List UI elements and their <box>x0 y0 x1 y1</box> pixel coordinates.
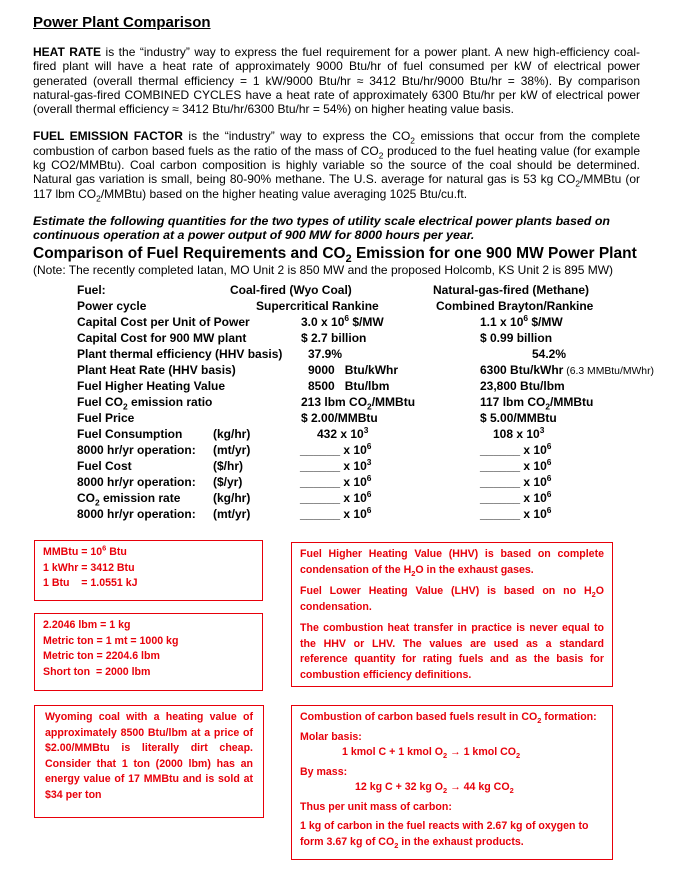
table-row: 8000 hr/yr operation: (mt/yr) ______ x $10^6$ ______ x $10^6$ <box>77 505 552 521</box>
table-row: Power cycle Supercritical Rankine Combined Brayton/Rankine <box>77 299 594 313</box>
table-row: Capital Cost for 900 MW plant $ 2.7 billion $ 0.99 billion <box>77 331 553 345</box>
mass-conversion-box: 2.2046 lbm = 1 kg Metric ton = 1 mt = 1000 kg Metric ton = 2204.6 lbm Short ton = 2000 lbm <box>34 613 263 691</box>
comparison-heading: Comparison of Fuel Requirements and $CO_2$ Emission for one 900 MW Power Plant <box>33 244 637 265</box>
plant-note: (Note: The recently completed Iatan, MO Unit 2 is 850 MW and the proposed Holcomb, KS Unit 2 is 895 MW) <box>33 262 614 277</box>
table-row: Fuel $CO_2$ emission ratio 213 lbm $CO_2$/MMBtu 117 lbm $CO_2$/MMBtu <box>77 395 594 412</box>
combustion-box: Combustion of carbon based fuels result in $CO_2$ formation: Molar basis: 1 kmol C + 1 kmol $O_2 \to 1$ kmol $CO_2$ By mass: 12 kg C + 32 kg $O_2 \to 44$ kg $CO_2$ Thus per unit mass of carbon: 1 kg of carbon in the fuel reacts with 2.67 kg of oxygen to form 3.67 kg of $CO_2$ in the exhaust products. <box>291 705 613 860</box>
emission-factor-paragraph: FUEL EMISSION FACTOR is the “industry” way to express the $CO_2$ emissions that occur from the complete combustion of carbon based fuels as the ratio of the mass of $CO_2$ produced to the fuel heating value (for example kg CO2/MMBtu). Coal carbon composition is highly variable so the source of the coal should be determined. Natural gas variation is small, being 80-90% methane. The U.S. average for natural gas is 53 kg $CO_2$/MMBtu (or 117 lbm $CO_2/MMBtu$) based on the higher heating value averaging 1025 Btu/cu.ft. <box>33 129 641 204</box>
table-row: Capital Cost per Unit of Power 3.0 x $10^6$ $/MW 1.1 x $10^6$ $/MW <box>77 313 563 329</box>
page-title: Power Plant Comparison <box>33 14 211 31</box>
table-row: Fuel Cost ($/hr) ______ x $10^3$ ______ x $10^6$ <box>77 457 552 473</box>
document-page <box>33 14 640 283</box>
wyoming-coal-box: Wyoming coal with a heating value of approximately 8500 Btu/lbm at a price of $2.00/MMBtu is literally dirt cheap. Consider that 1 ton (2000 lbm) has an energy value of 17 MMBtu and is sold at $34 per ton <box>34 705 264 818</box>
heat-rate-paragraph: HEAT RATE is the “industry” way to express the fuel requirement for a power plant. A new high-efficiency coal-fired plant will have a heat rate of approximately 9000 Btu/hr of fuel consumed per kW of electrical power generated (overall thermal efficiency = 1 kW/9000 Btu/hr ≈ 3412 Btu/hr/9000 Btu/hr = 38%). By comparison natural-gas-fired COMBINED CYCLES have a heat rate of approximately 6300 Btu/hr per kW of electrical power (overall thermal efficiency ≈ 3412 Btu/hr/6300 Btu/hr = 54%) on higher heating value basis. <box>33 45 640 117</box>
table-row: Fuel Price $ 2.00/MMBtu $ 5.00/MMBtu <box>77 411 557 425</box>
emission-factor-term: FUEL EMISSION FACTOR <box>33 129 183 144</box>
table-row: 8000 hr/yr operation: ($/yr) ______ x $10^6$ ______ x $10^6$ <box>77 473 552 489</box>
table-row: Plant Heat Rate (HHV basis) 9000 Btu/kWhr 6300 Btu/kWhr (6.3 MMBtu/MWhr) <box>77 363 654 377</box>
comparison-table <box>35 283 675 533</box>
table-row: Plant thermal efficiency (HHV basis) 37.9% 54.2% <box>77 347 567 361</box>
unit-conversion-box: MMBtu = $10^6$ Btu 1 kWhr = 3412 Btu 1 Btu = 1.0551 kJ <box>34 540 263 601</box>
table-row: Fuel Higher Heating Value 8500 Btu/lbm 23,800 Btu/lbm <box>77 379 565 393</box>
table-row: 8000 hr/yr operation: (mt/yr) ______ x $10^6$ ______ x $10^6$ <box>77 441 552 457</box>
task-statement: Estimate the following quantities for the two types of utility scale electrical power plants based on continuous operation at a power output of 900 MW for 8000 hours per year. <box>33 213 610 243</box>
table-row: Fuel: Coal-fired (Wyo Coal) Natural-gas-fired (Methane) <box>77 283 590 297</box>
heat-rate-term: HEAT RATE <box>33 45 102 59</box>
table-row: Fuel Consumption (kg/hr) 432 x $10^3$ 108 x $10^3$ <box>77 425 545 441</box>
table-row: $CO_2$ emission rate (kg/hr) ______ x $10^6$ ______ x $10^6$ <box>77 489 552 508</box>
heating-value-box: Fuel Higher Heating Value (HHV) is based on complete condensation of the $H_2O$ in the exhaust gases. Fuel Lower Heating Value (LHV) is based on no $H_2O$ condensation. The combustion heat transfer in practice is never equal to the HHV or LHV. The values are used as a standard reference quantity for rating fuels and as the basis for combustion efficiency definitions. <box>291 542 613 687</box>
